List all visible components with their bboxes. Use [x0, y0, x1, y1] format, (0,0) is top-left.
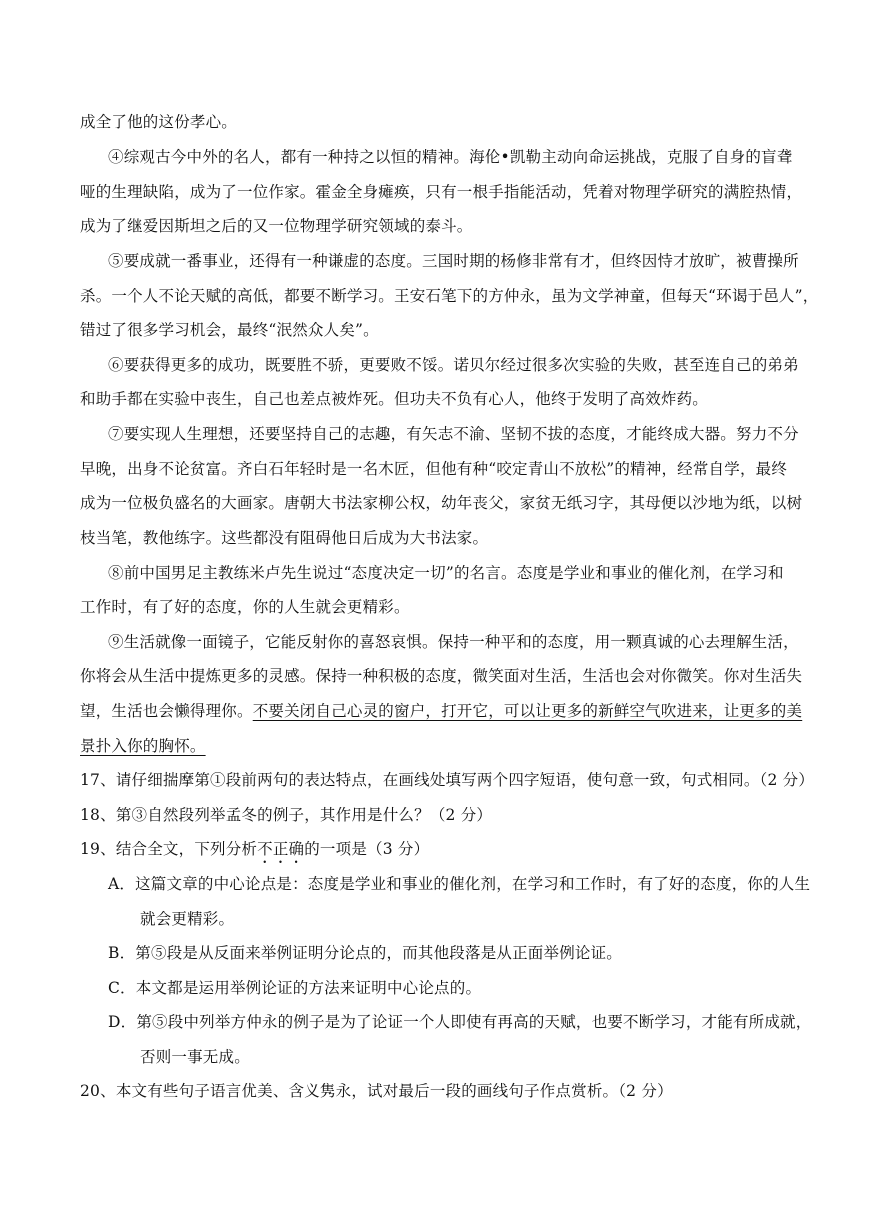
text-line: 成全了他的这份孝心。 — [80, 113, 238, 131]
paragraph-9-line — [80, 736, 792, 756]
option-c: C．本文都是运用举例论证的方法来证明中心论点的。 — [108, 979, 482, 997]
paragraph-7-line: 早晚，出身不论贫富。齐白石年轻时是一名木匠，但他有种“咬定青山不放松”的精神，经常自学，最终 — [80, 460, 788, 478]
paragraph-9-line — [80, 701, 803, 721]
question-18: 18、第③自然段列举孟冬的例子，其作用是什么？（2 分） — [80, 806, 493, 824]
paragraph-5-line: 错过了很多学习机会，最终“泯然众人矣”。 — [80, 321, 379, 339]
paragraph-7-line: ⑦要实现人生理想，还要坚持自己的志趣，有矢志不渝、坚韧不拔的态度，才能终成大器。努力不分 — [108, 425, 799, 443]
question-19-text: 的一项是（3 分） — [304, 840, 430, 858]
paragraph-7-line: 枝当笔，教他练字。这些都没有阻碍他日后成为大书法家。 — [80, 529, 489, 547]
question-19-text: 19、结合全文，下列分析 — [80, 840, 258, 858]
paragraph-8-line: ⑧前中国男足主教练米卢先生说过“态度决定一切”的名言。态度是学业和事业的催化剂，在学习和 — [108, 564, 784, 582]
option-a-cont: 就会更精彩。 — [140, 910, 235, 928]
plain-text: 望，生活也会懒得理你。 — [80, 702, 253, 720]
option-d-cont: 否则一事无成。 — [140, 1048, 250, 1066]
paragraph-5-line: ⑤要成就一番事业，还得有一种谦虚的态度。三国时期的杨修非常有才，但终因恃才放旷，被曹操所 — [108, 252, 799, 270]
option-d: D．第⑤段中列举方仲永的例子是为了论证一个人即使有再高的天赋，也要不断学习，才能有所成就， — [108, 1013, 812, 1031]
paragraph-9-line: 你将会从生活中提炼更多的灵感。保持一种积极的态度，微笑面对生活，生活也会对你微笑。你对生活失 — [80, 667, 803, 685]
paragraph-6-line: 和助手都在实验中丧生，自己也差点被炸死。但功夫不负有心人，他终于发明了高效炸药。 — [80, 390, 709, 408]
paragraph-8-line: 工作时，有了好的态度，你的人生就会更精彩。 — [80, 598, 410, 616]
underlined-sentence: 景扑入你的胸怀。 — [80, 737, 206, 755]
paragraph-6-line: ⑥要获得更多的成功，既要胜不骄，更要败不馁。诺贝尔经过很多次实验的失败，甚至连自己的弟弟 — [108, 356, 799, 374]
paragraph-4-line: 成为了继爱因斯坦之后的又一位物理学研究领域的泰斗。 — [80, 217, 473, 235]
paragraph-4-line: ④综观古今中外的名人，都有一种持之以恒的精神。海伦•凯勒主动向命运挑战，克服了自身的盲聋 — [108, 148, 793, 166]
question-20: 20、本文有些句子语言优美、含义隽永，试对最后一段的画线句子作点赏析。（2 分） — [80, 1082, 673, 1100]
option-a: A．这篇文章的中心论点是：态度是学业和事业的催化剂，在学习和工作时，有了好的态度，你的人生 — [108, 875, 811, 893]
question-17: 17、请仔细揣摩第①段前两句的表达特点，在画线处填写两个四字短语，使句意一致，句式相同。（2 分） — [80, 771, 815, 789]
question-19 — [80, 839, 792, 867]
paragraph-7-line: 成为一位极负盛名的大画家。唐朝大书法家柳公权，幼年丧父，家贫无纸习字，其母便以沙地为纸，以树 — [80, 494, 803, 512]
paragraph-9-line: ⑨生活就像一面镜子，它能反射你的喜怒哀惧。保持一种平和的态度，用一颗真诚的心去理解生活， — [108, 633, 799, 651]
underlined-sentence: 不要关闭自己心灵的窗户，打开它，可以让更多的新鲜空气吹进来，让更多的美 — [252, 702, 803, 720]
option-b: B．第⑤段是从反面来举例证明分论点的，而其他段落是从正面举例论证。 — [108, 944, 622, 962]
paragraph-5-line: 杀。一个人不论天赋的高低，都要不断学习。王安石笔下的方仲永，虽为文学神童，但每天“环谒于邑人”， — [80, 287, 819, 305]
emphasized-text: 不正确 — [257, 840, 305, 858]
paragraph-4-line: 哑的生理缺陷，成为了一位作家。霍金全身瘫痪，只有一根手指能活动，凭着对物理学研究的满腔热情， — [80, 183, 803, 201]
